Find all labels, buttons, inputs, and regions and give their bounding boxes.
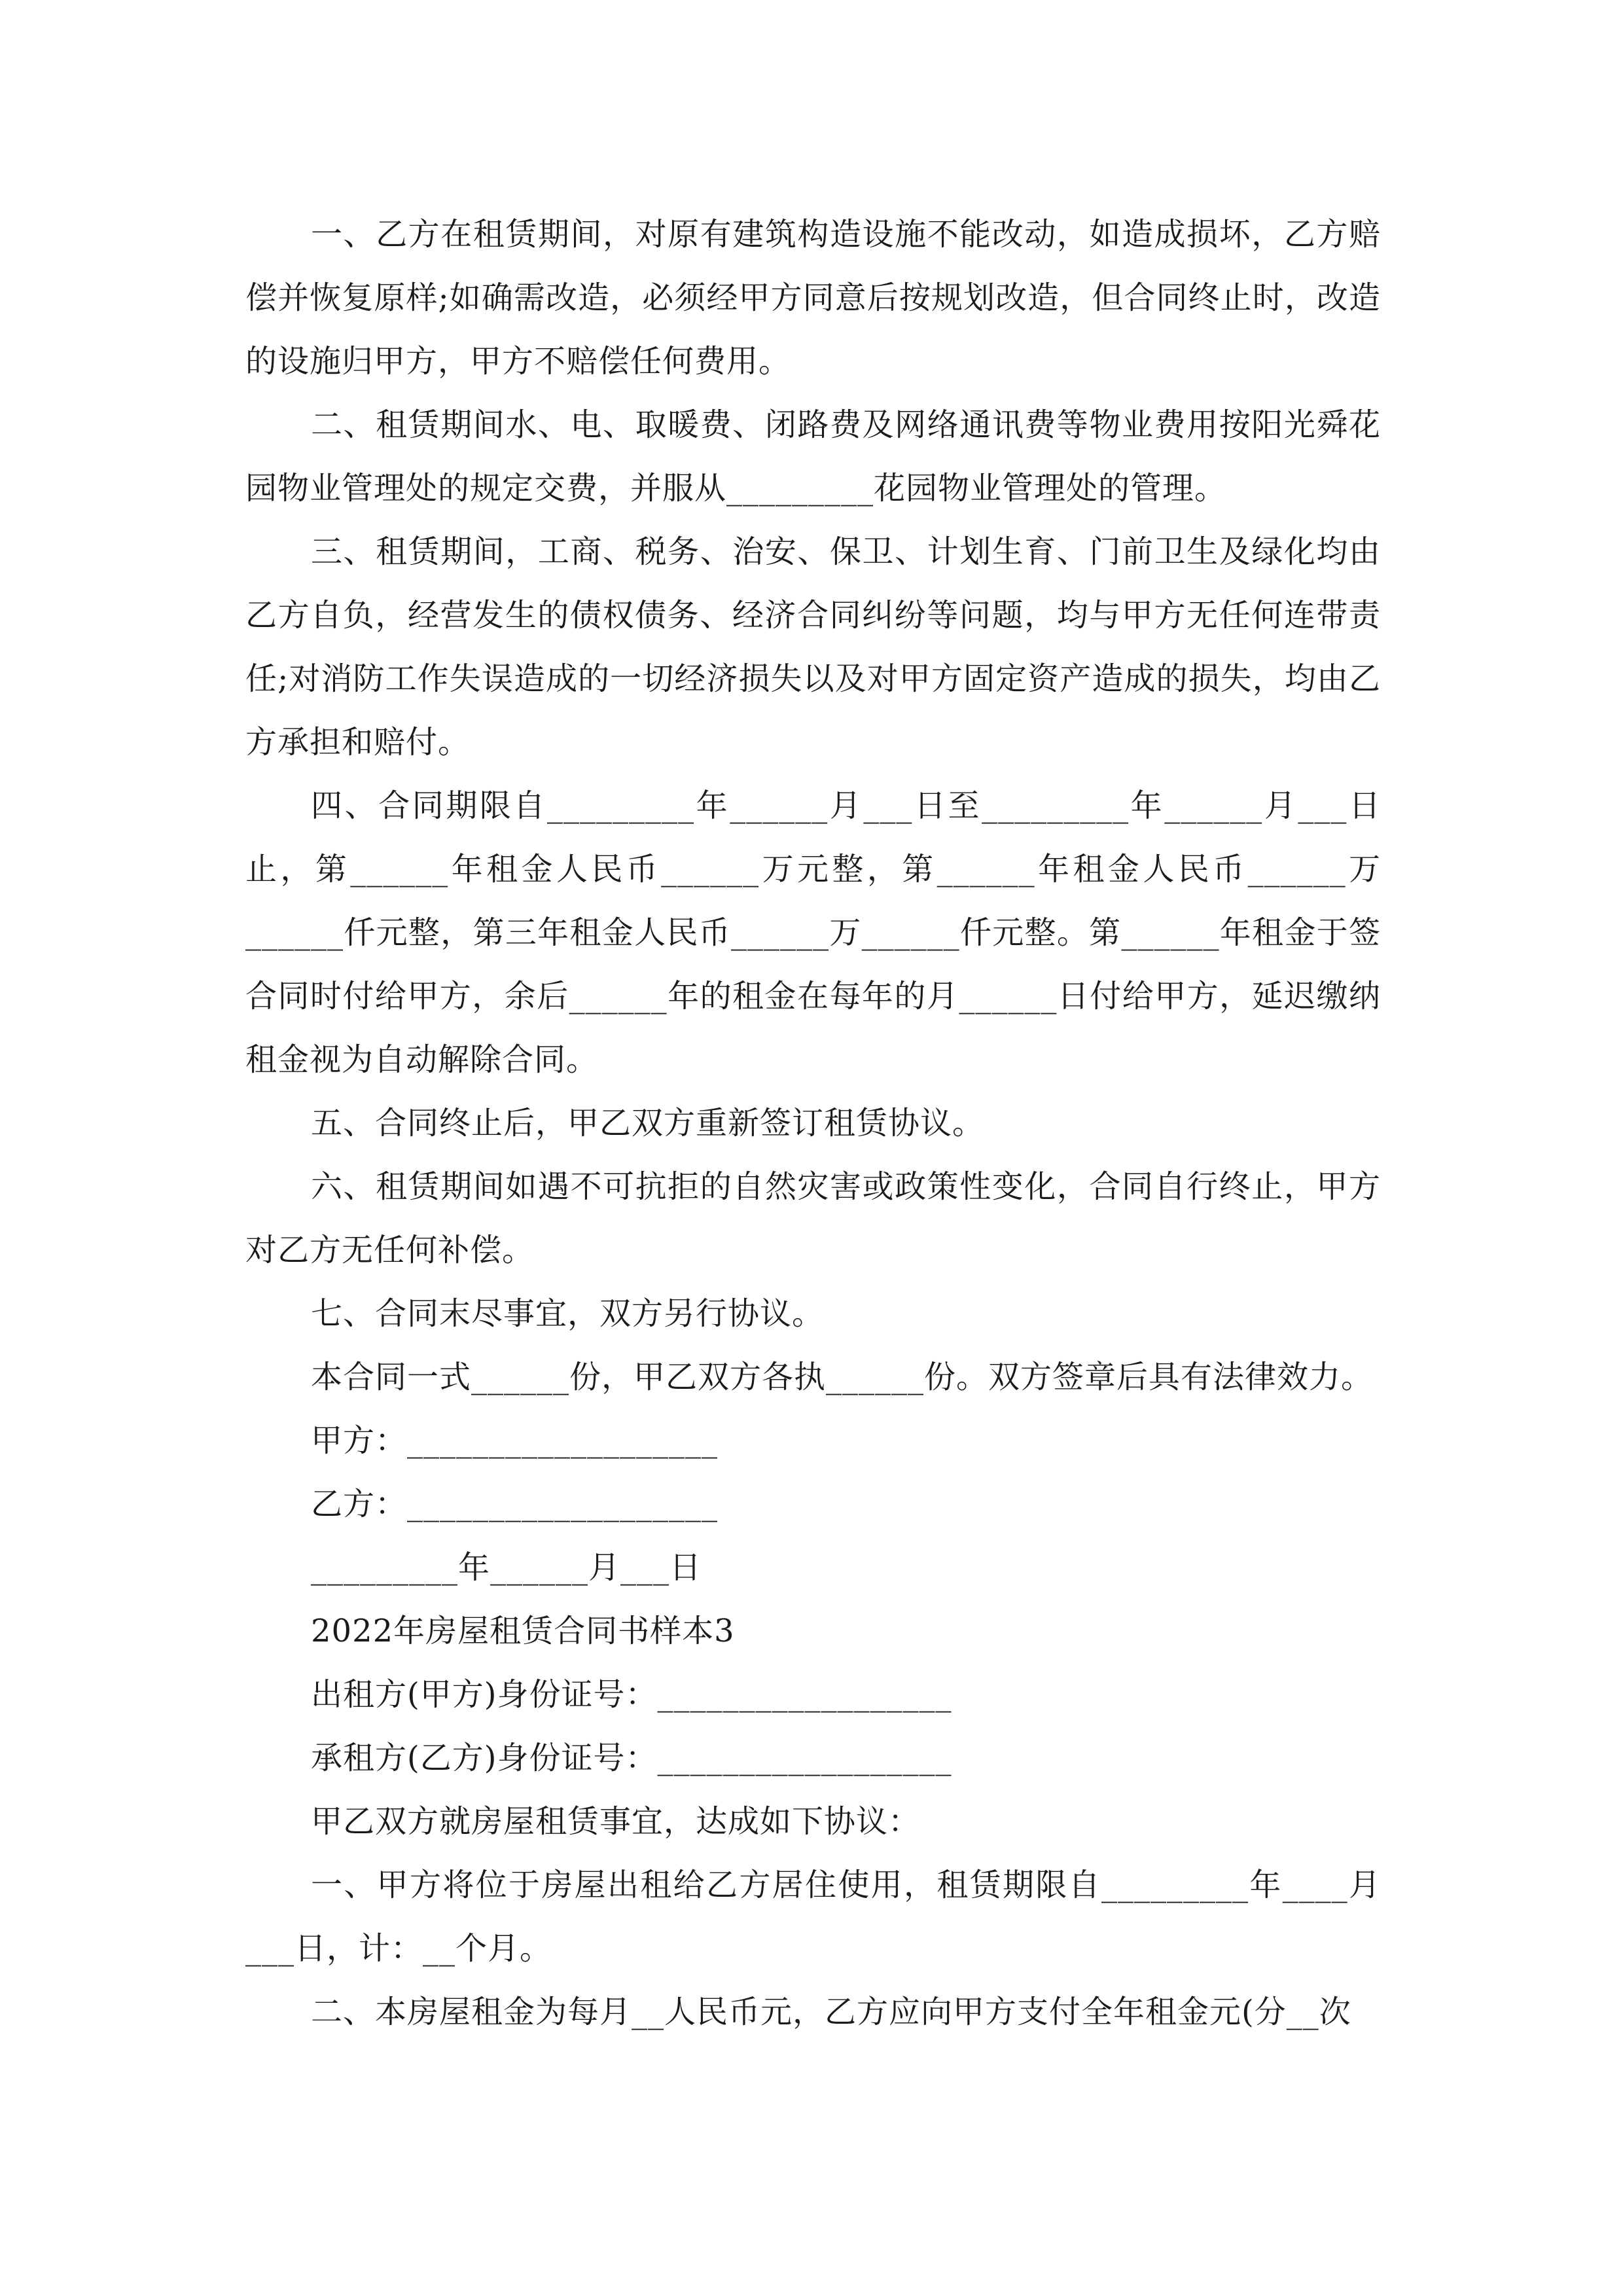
sample-3-title: 2022年房屋租赁合同书样本3 (311, 1613, 735, 1649)
clause-3: 三、租赁期间，工商、税务、治安、保卫、计划生育、门前卫生及绿化均由乙方自负，经营发生的债权债务、经济合同纠纷等问题，均与甲方无任何连带责任;对消防工作失误造成的一切经济损失以及对甲方固定资产造成的损失，均由乙方承担和赔付。 (245, 533, 1381, 761)
clause-5: 五、合同终止后，甲乙双方重新签订租赁协议。 (311, 1105, 985, 1141)
copies-line: 本合同一式______份，甲乙双方各执______份。双方签章后具有法律效力。 (311, 1359, 1374, 1395)
sample-3-clause-1: 一、甲方将位于房屋出租给乙方居住使用，租赁期限自_________年____月___日，计：__个月。 (245, 1867, 1381, 1967)
date-line: _________年______月___日 (311, 1549, 702, 1586)
document-body (245, 203, 1381, 2044)
clause-4: 四、合同期限自_________年______月___日至_________年______月___日止，第______年租金人民币______万元整，第______年租金人民币______万______仟元整，第三年租金人民币______万______仟元整。第______年租金于签合同时付给甲方，余后______年的租金在每年的月______日付给甲方，延迟缴纳租金视为自动解除合同。 (245, 787, 1381, 1078)
clause-2: 二、租赁期间水、电、取暖费、闭路费及网络通讯费等物业费用按阳光舜花园物业管理处的规定交费，并服从_________花园物业管理处的管理。 (245, 406, 1381, 507)
lessor-id-line: 出租方(甲方)身份证号：__________________ (311, 1676, 952, 1713)
clause-7: 七、合同末尽事宜，双方另行协议。 (311, 1295, 825, 1332)
lessee-id-line: 承租方(乙方)身份证号：__________________ (311, 1740, 952, 1776)
sample-3-clause-2: 二、本房屋租金为每月__人民币元，乙方应向甲方支付全年租金元(分__次 (311, 1994, 1351, 2030)
party-a-signature: 甲方：___________________ (311, 1422, 719, 1459)
clause-1: 一、乙方在租赁期间，对原有建筑构造设施不能改动，如造成损坏，乙方赔偿并恢复原样;如确需改造，必须经甲方同意后按规划改造，但合同终止时，改造的设施归甲方，甲方不赔偿任何费用。 (245, 216, 1381, 380)
party-b-signature: 乙方：___________________ (311, 1486, 719, 1522)
agreement-intro: 甲乙双方就房屋租赁事宜，达成如下协议： (311, 1803, 921, 1840)
clause-6: 六、租赁期间如遇不可抗拒的自然灾害或政策性变化，合同自行终止，甲方对乙方无任何补偿。 (245, 1168, 1381, 1268)
